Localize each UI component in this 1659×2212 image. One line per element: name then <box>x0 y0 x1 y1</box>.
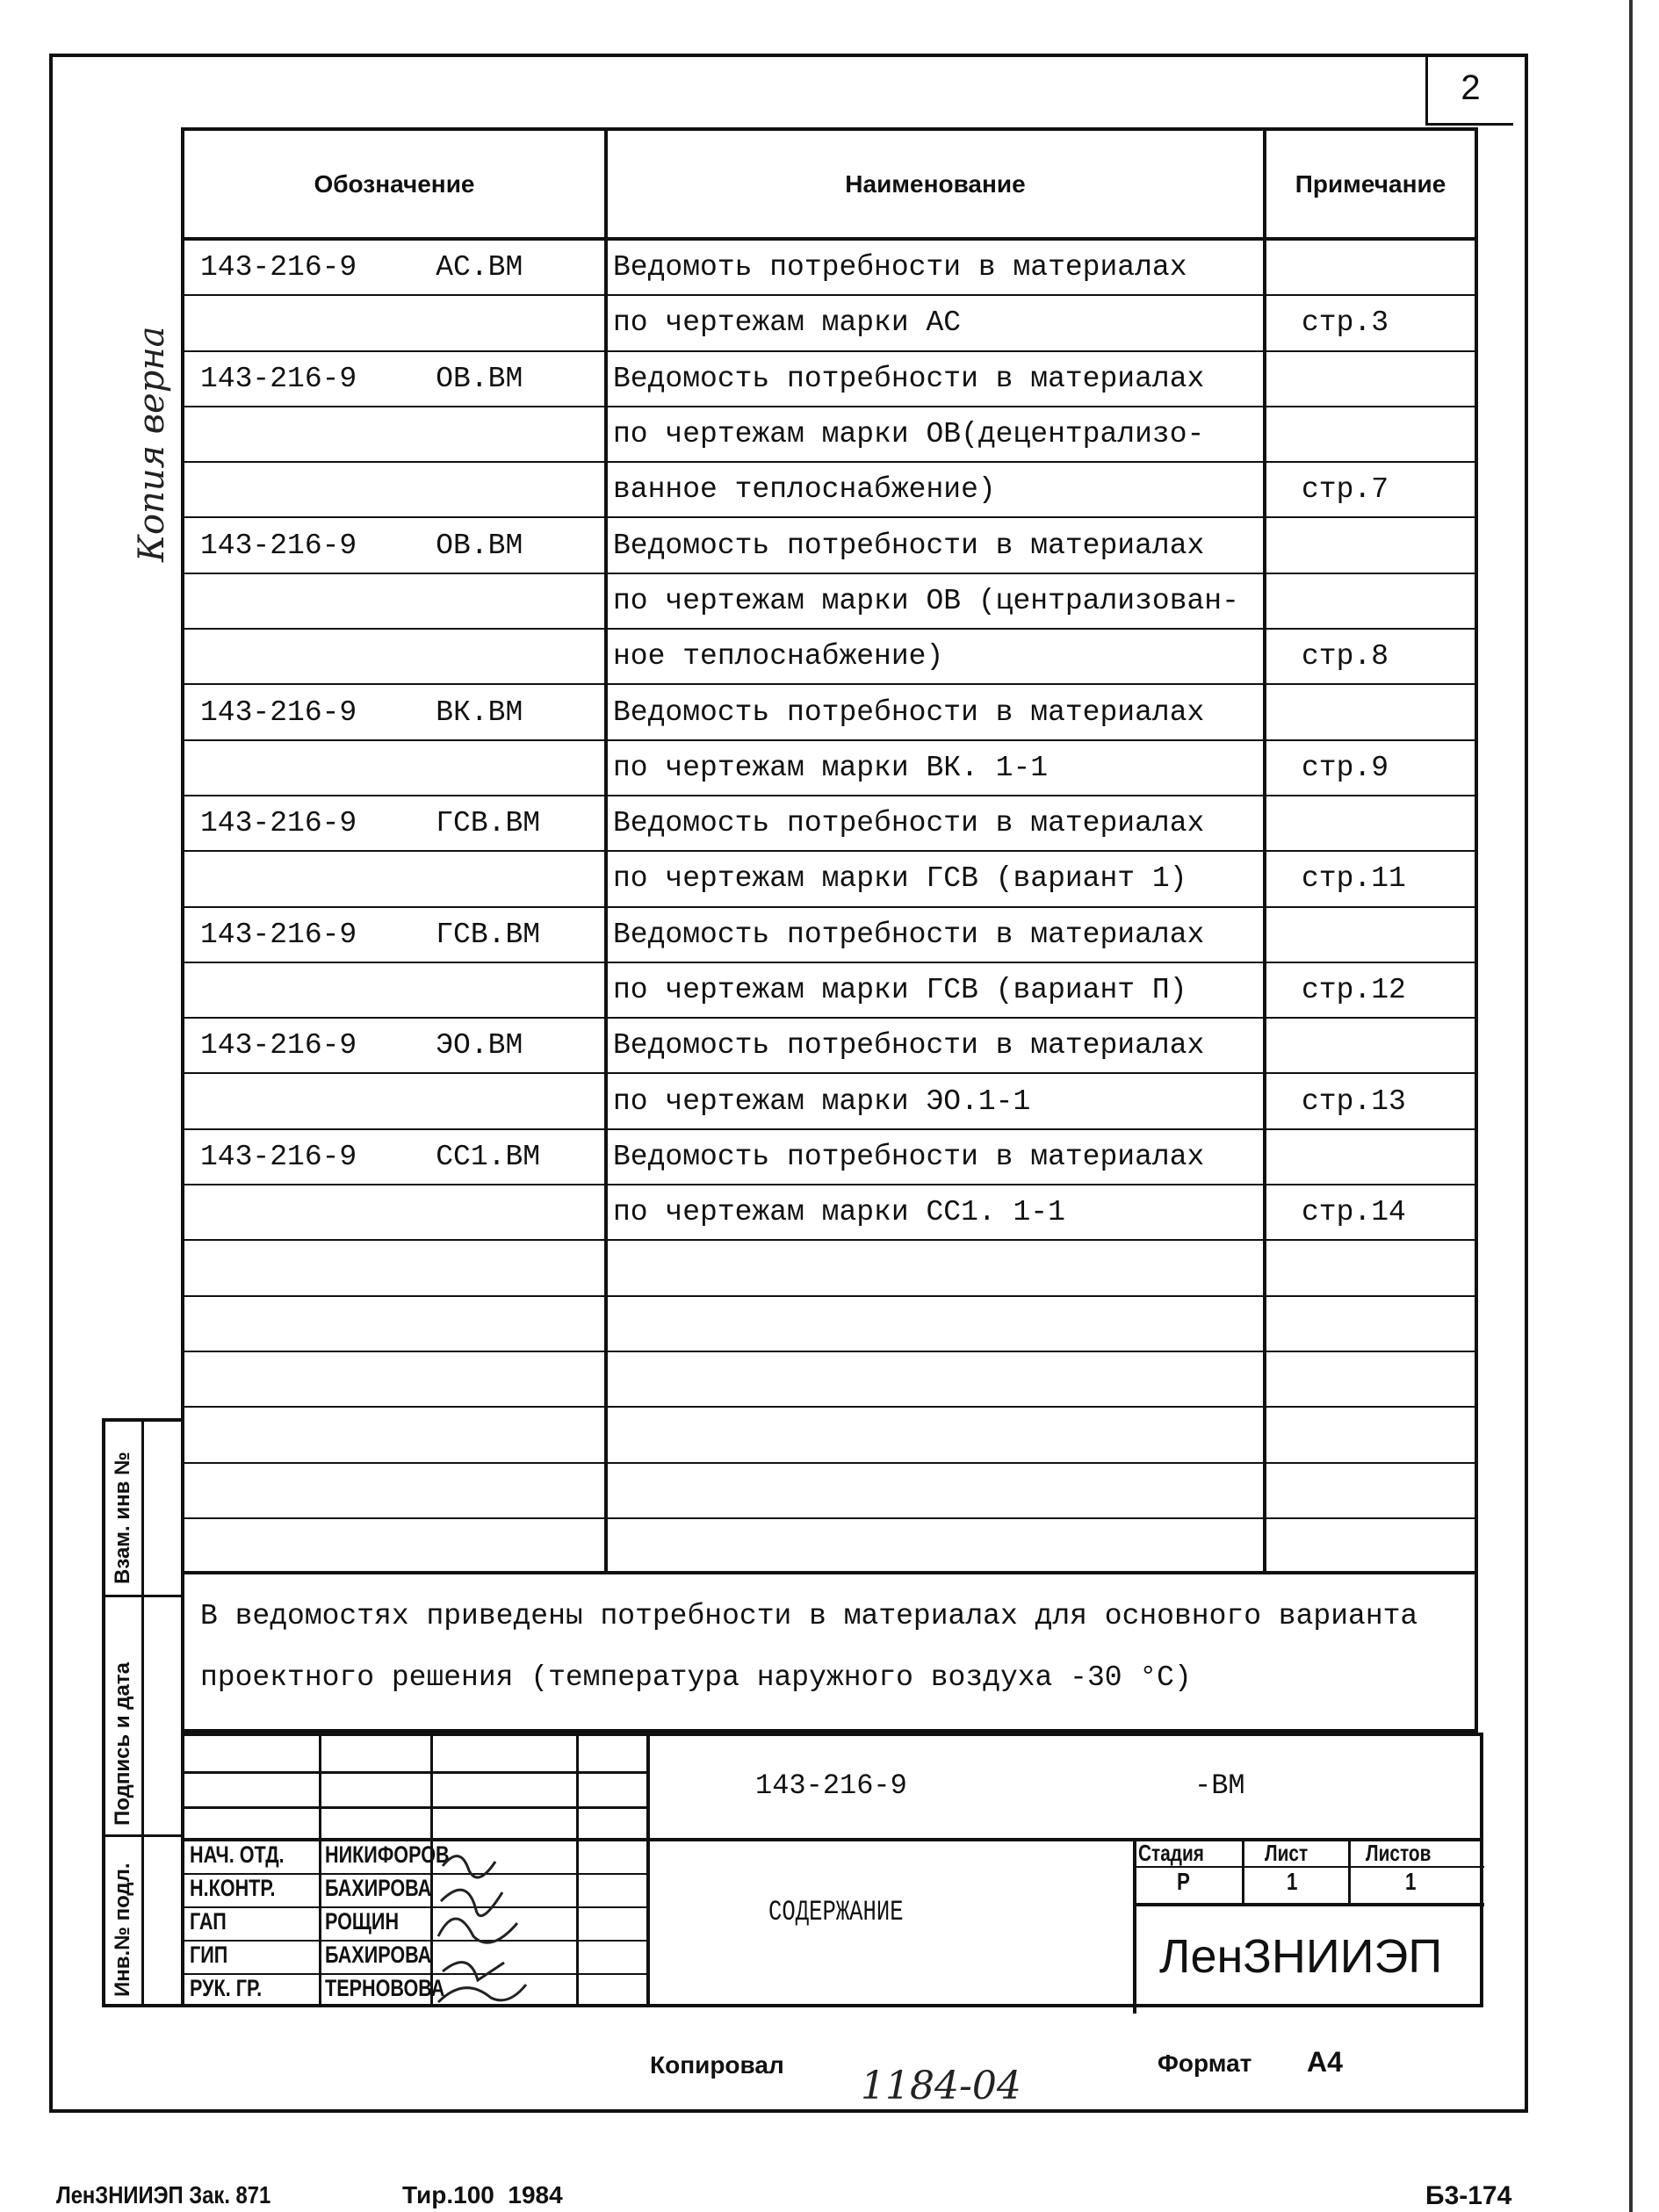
table-row <box>184 741 1475 796</box>
designation-cell <box>184 1297 608 1351</box>
designation-cell <box>184 463 608 516</box>
page-edge-line <box>1629 0 1633 2212</box>
table-row <box>184 1352 1475 1408</box>
stamp-signature-label: Подпись и дата <box>111 1662 134 1826</box>
note-cell <box>1266 908 1475 962</box>
table-row <box>184 1019 1475 1074</box>
table-row <box>184 630 1475 685</box>
table-row <box>184 352 1475 407</box>
table-row <box>184 296 1475 351</box>
note-cell: стр.3 <box>1302 306 1389 340</box>
table-row <box>184 574 1475 630</box>
designation-cell <box>184 241 608 294</box>
note-cell: стр.11 <box>1302 862 1406 896</box>
name-cell: ванное теплоснабжение) <box>608 463 1266 516</box>
designation-code: 143-216-9 <box>200 807 357 840</box>
designation-cell <box>184 1130 608 1184</box>
designation-code: 143-216-9 <box>200 695 357 729</box>
table-row <box>184 963 1475 1019</box>
stage-value: Р <box>1177 1868 1190 1895</box>
name-cell: Ведомость потребности в материалах <box>608 1130 1266 1184</box>
designation-code: 143-216-9 <box>200 251 357 285</box>
table-row <box>184 241 1475 296</box>
note-cell: стр.7 <box>1302 473 1389 507</box>
format-label: Формат <box>1158 2050 1252 2077</box>
name-3: РОЩИН <box>325 1908 400 1935</box>
designation-mark: ОВ.ВМ <box>436 529 523 562</box>
name-cell: Ведомость потребности в материалах <box>608 908 1266 962</box>
note-cell <box>1266 407 1475 461</box>
designation-mark: СС1.ВМ <box>436 1140 541 1173</box>
designation-cell <box>184 741 608 795</box>
designation-cell <box>184 908 608 962</box>
designation-cell <box>184 1019 608 1072</box>
name-cell: по чертежам марки СС1. 1-1 <box>608 1185 1266 1239</box>
table-row <box>184 1074 1475 1129</box>
note-cell <box>1266 796 1475 850</box>
name-cell: по чертежам марки ОВ(децентрализо- <box>608 407 1266 461</box>
table-row <box>184 1185 1475 1241</box>
footer-code: Б3-174 <box>1425 2181 1512 2210</box>
table-row <box>184 1130 1475 1185</box>
note-cell: стр.12 <box>1302 974 1406 1006</box>
header-designation: Обозначение <box>184 131 608 237</box>
name-cell: по чертежам марки ВК. 1-1 <box>608 741 1266 795</box>
stamp-original-label: Инв.№ подл. <box>111 1863 134 1997</box>
note-cell <box>1266 1019 1475 1072</box>
copied-label: Копировал <box>650 2051 784 2079</box>
note-cell <box>1266 1519 1475 1573</box>
name-cell: по чертежам марки ГСВ (вариант 1) <box>608 852 1266 905</box>
name-cell: Ведомость потребности в материалах <box>608 518 1266 572</box>
doc-suffix: -ВМ <box>1194 1769 1245 1802</box>
note-cell: стр.14 <box>1302 1196 1406 1229</box>
sheet-value: 1 <box>1287 1868 1298 1895</box>
general-note <box>181 1571 1478 1733</box>
note-cell <box>1266 241 1475 294</box>
designation-cell <box>184 796 608 850</box>
header-name: Наименование <box>608 131 1266 237</box>
table-header <box>184 131 1475 241</box>
table-row <box>184 463 1475 518</box>
role-3: ГАП <box>190 1908 227 1935</box>
title-block <box>181 1733 1483 2007</box>
note-cell: стр.9 <box>1302 751 1389 784</box>
sheets-label: Листов <box>1366 1840 1432 1866</box>
table-row <box>184 407 1475 463</box>
note-cell <box>1266 352 1475 406</box>
designation-cell <box>184 407 608 461</box>
name-cell <box>608 1519 1266 1573</box>
designation-mark: ГСВ.ВМ <box>436 807 541 840</box>
designation-cell <box>184 352 608 406</box>
name-cell: по чертежам марки ОВ (централизован- <box>608 574 1266 628</box>
name-cell <box>608 1352 1266 1406</box>
table-row <box>184 1241 1475 1296</box>
designation-mark: ЭО.ВМ <box>436 1029 523 1063</box>
name-cell <box>608 1408 1266 1461</box>
designation-cell <box>184 1074 608 1128</box>
doc-title: СОДЕРЖАНИЕ <box>768 1896 904 1928</box>
name-cell: по чертежам марки ЭО.1-1 <box>608 1074 1266 1128</box>
designation-cell <box>184 963 608 1017</box>
designation-cell <box>184 518 608 572</box>
designation-cell <box>184 852 608 905</box>
role-2: Н.КОНТР. <box>190 1875 276 1901</box>
table-row <box>184 518 1475 573</box>
designation-mark: ОВ.ВМ <box>436 362 523 395</box>
name-2: БАХИРОВА <box>325 1875 432 1901</box>
margin-handwritten-note: Копия верна <box>132 326 172 562</box>
name-cell <box>608 1464 1266 1517</box>
designation-code: 143-216-9 <box>200 362 357 395</box>
signatures <box>434 1840 574 2010</box>
name-cell: ное теплоснабжение) <box>608 630 1266 683</box>
note-line-1: В ведомостях приведены потребности в материалах для основного варианта <box>200 1600 1418 1632</box>
designation-mark: ГСВ.ВМ <box>436 918 541 951</box>
approval-stamp-column <box>102 1418 184 2007</box>
designation-cell <box>184 1185 608 1239</box>
name-cell: по чертежам марки АС <box>608 296 1266 349</box>
table-row <box>184 1297 1475 1352</box>
contents-table <box>181 127 1478 1574</box>
role-5: РУК. ГР. <box>190 1975 263 2001</box>
designation-code: 143-216-9 <box>200 1140 357 1173</box>
designation-code: 143-216-9 <box>200 529 357 562</box>
note-cell <box>1266 685 1475 739</box>
name-cell: Ведомость потребности в материалах <box>608 796 1266 850</box>
note-cell <box>1266 1464 1475 1517</box>
copied-value: 1184-04 <box>861 2064 1021 2108</box>
designation-code: 143-216-9 <box>200 1029 357 1063</box>
designation-mark: ВК.ВМ <box>436 695 523 729</box>
name-1: НИКИФОРОВ <box>325 1841 450 1868</box>
footer-print-run: Тир.100 1984 <box>402 2181 563 2208</box>
table-row <box>184 685 1475 740</box>
note-cell <box>1266 1241 1475 1294</box>
table-row <box>184 1519 1475 1574</box>
name-cell <box>608 1241 1266 1294</box>
table-row <box>184 1464 1475 1519</box>
table-row <box>184 1408 1475 1463</box>
designation-cell <box>184 1464 608 1517</box>
stamp-replace-label: Взам. инв № <box>111 1452 134 1584</box>
note-line-2: проектного решения (температура наружного воздуха -30 °С) <box>200 1661 1192 1694</box>
designation-mark: АС.ВМ <box>436 251 523 285</box>
designation-cell <box>184 1408 608 1461</box>
format-value: А4 <box>1307 2046 1343 2078</box>
stage-label: Стадия <box>1138 1840 1204 1866</box>
name-5: ТЕРНОВОВА <box>325 1975 445 2001</box>
note-cell <box>1266 1297 1475 1351</box>
name-cell: Ведомость потребности в материалах <box>608 1019 1266 1072</box>
sheets-value: 1 <box>1405 1868 1417 1895</box>
note-cell: стр.8 <box>1302 640 1389 674</box>
designation-cell <box>184 630 608 683</box>
note-cell <box>1266 1408 1475 1461</box>
name-4: БАХИРОВА <box>325 1942 432 1968</box>
header-note: Примечание <box>1295 169 1446 198</box>
sheet-number: 2 <box>1425 54 1513 126</box>
role-4: ГИП <box>190 1942 228 1968</box>
name-cell: Ведомость потребности в материалах <box>608 685 1266 739</box>
note-cell <box>1266 1130 1475 1184</box>
table-row <box>184 852 1475 907</box>
role-1: НАЧ. ОТД. <box>190 1841 285 1868</box>
designation-cell <box>184 574 608 628</box>
note-cell <box>1266 1352 1475 1406</box>
designation-cell <box>184 1241 608 1294</box>
table-row <box>184 796 1475 852</box>
name-cell: Ведомость потребности в материалах <box>608 352 1266 406</box>
designation-cell <box>184 1519 608 1573</box>
doc-code: 143-216-9 <box>755 1769 907 1802</box>
designation-cell <box>184 1352 608 1406</box>
note-cell <box>1266 518 1475 572</box>
organization-name: ЛенЗНИИЭП <box>1159 1930 1443 1983</box>
designation-code: 143-216-9 <box>200 918 357 951</box>
designation-cell <box>184 685 608 739</box>
name-cell: по чертежам марки ГСВ (вариант П) <box>608 963 1266 1017</box>
note-cell <box>1266 574 1475 628</box>
footer-order: ЛенЗНИИЭП Зак. 871 <box>56 2181 271 2208</box>
name-cell <box>608 1297 1266 1351</box>
designation-cell <box>184 296 608 349</box>
table-row <box>184 908 1475 963</box>
sheet-label: Лист <box>1265 1840 1309 1866</box>
note-cell: стр.13 <box>1302 1084 1406 1118</box>
name-cell: Ведомоть потребности в материалах <box>608 241 1266 294</box>
